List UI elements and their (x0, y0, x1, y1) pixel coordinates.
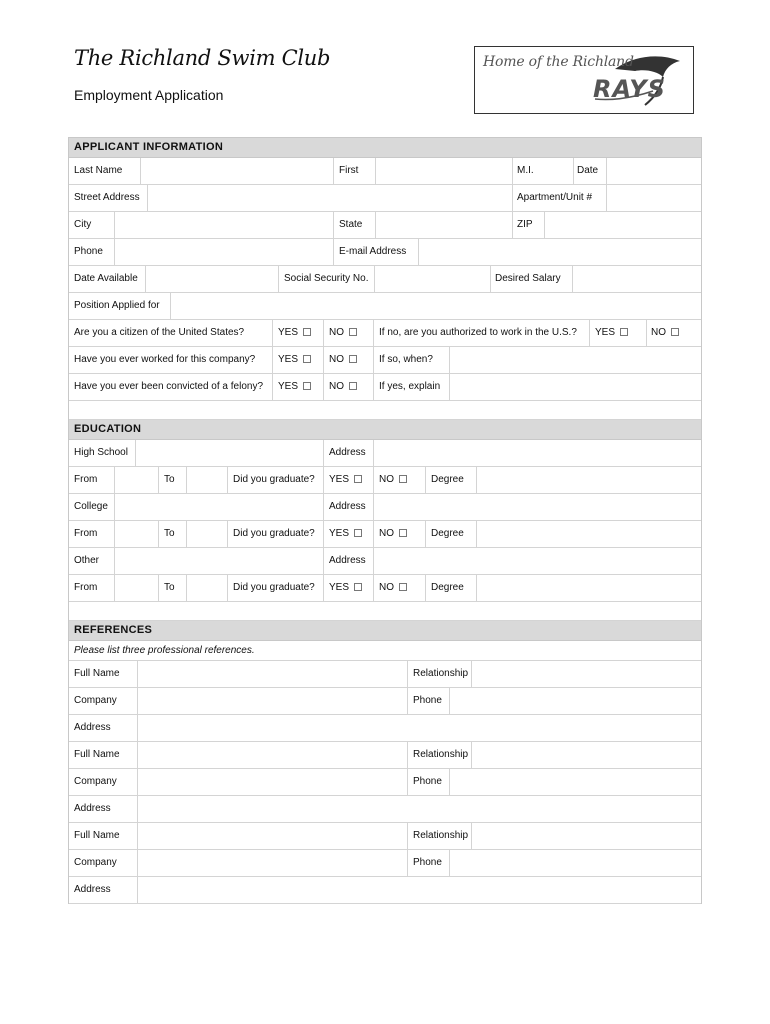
row-street (69, 185, 701, 212)
label-degree: Degree (431, 528, 464, 539)
references-note (69, 641, 701, 661)
label-phone: Phone (74, 246, 103, 257)
label-phone: Phone (413, 776, 442, 787)
label-graduate-question: Did you graduate? (233, 474, 315, 485)
row-phone (69, 239, 701, 266)
felony-yes-option[interactable]: YES (278, 381, 311, 392)
label-mi: M.I. (517, 165, 534, 176)
row-high-school (69, 440, 701, 467)
label-worked-question: Have you ever worked for this company? (74, 354, 256, 365)
section-title: EDUCATION (74, 423, 142, 435)
logo-text-line2: RAYS (593, 75, 666, 103)
citizen-no-option[interactable]: NO (329, 327, 357, 338)
spacer (69, 401, 701, 420)
label-other: Other (74, 555, 100, 566)
label-company: Company (74, 695, 117, 706)
label-graduate-question: Did you graduate? (233, 528, 315, 539)
checkbox-felony-no[interactable] (349, 382, 357, 390)
label-salary: Desired Salary (495, 273, 561, 284)
label-state: State (339, 219, 363, 230)
label-company: Company (74, 776, 117, 787)
label-authorized-question: If no, are you authorized to work in the U.S.? (379, 327, 577, 338)
checkbox-hs-yes[interactable] (354, 475, 362, 483)
application-form (68, 137, 702, 904)
label-from: From (74, 528, 98, 539)
checkbox-hs-no[interactable] (399, 475, 407, 483)
checkbox-other-no[interactable] (399, 583, 407, 591)
checkbox-citizen-yes[interactable] (303, 328, 311, 336)
checkbox-other-yes[interactable] (354, 583, 362, 591)
label-high-school: High School (74, 447, 128, 458)
spacer (69, 602, 701, 621)
label-relationship: Relationship (413, 749, 469, 760)
row-date-available (69, 266, 701, 293)
label-citizen-question: Are you a citizen of the United States? (74, 327, 245, 338)
row-position (69, 293, 701, 320)
label-degree: Degree (431, 474, 464, 485)
row-ref2-name (69, 742, 701, 769)
row-ref2-company (69, 769, 701, 796)
label-first: First (339, 165, 359, 176)
row-ref1-name (69, 661, 701, 688)
label-ssn: Social Security No. (284, 273, 369, 284)
label-graduate-question: Did you graduate? (233, 582, 315, 593)
section-title: APPLICANT INFORMATION (74, 141, 224, 153)
label-date: Date (577, 165, 599, 176)
form-subtitle: Employment Application (74, 87, 224, 103)
checkbox-authorized-no[interactable] (671, 328, 679, 336)
row-city (69, 212, 701, 239)
section-title: REFERENCES (74, 624, 153, 636)
label-phone: Phone (413, 857, 442, 868)
row-felony (69, 374, 701, 401)
label-from: From (74, 582, 98, 593)
row-hs-dates (69, 467, 701, 494)
authorized-no-option[interactable]: NO (651, 327, 679, 338)
label-felony-question: Have you ever been convicted of a felony? (74, 381, 264, 392)
label-full-name: Full Name (74, 668, 120, 679)
row-name (69, 158, 701, 185)
label-city: City (74, 219, 92, 230)
label-college: College (74, 501, 108, 512)
hs-yes-option[interactable]: YES (329, 474, 362, 485)
college-no-option[interactable]: NO (379, 528, 407, 539)
row-ref3-name (69, 823, 701, 850)
section-header-education (69, 420, 701, 440)
row-worked (69, 347, 701, 374)
other-no-option[interactable]: NO (379, 582, 407, 593)
label-address: Address (74, 884, 111, 895)
label-address: Address (74, 803, 111, 814)
label-degree: Degree (431, 582, 464, 593)
label-address: Address (329, 447, 366, 458)
label-full-name: Full Name (74, 749, 120, 760)
form-title: The Richland Swim Club (74, 46, 331, 70)
row-ref3-company (69, 850, 701, 877)
label-date-available: Date Available (74, 273, 138, 284)
citizen-yes-option[interactable]: YES (278, 327, 311, 338)
authorized-yes-option[interactable]: YES (595, 327, 628, 338)
row-ref3-address (69, 877, 701, 904)
row-ref2-address (69, 796, 701, 823)
worked-no-option[interactable]: NO (329, 354, 357, 365)
label-last-name: Last Name (74, 165, 123, 176)
row-ref1-address (69, 715, 701, 742)
hs-no-option[interactable]: NO (379, 474, 407, 485)
label-relationship: Relationship (413, 668, 469, 679)
label-if-yes-explain: If yes, explain (379, 381, 441, 392)
row-other-dates (69, 575, 701, 602)
club-logo (474, 46, 694, 114)
logo-text-line1: Home of the Richland (483, 54, 634, 70)
label-zip: ZIP (517, 219, 533, 230)
label-apt: Apartment/Unit # (517, 192, 593, 203)
checkbox-worked-yes[interactable] (303, 355, 311, 363)
worked-yes-option[interactable]: YES (278, 354, 311, 365)
references-note-text: Please list three professional references. (74, 645, 255, 656)
label-email: E-mail Address (339, 246, 407, 257)
other-yes-option[interactable]: YES (329, 582, 362, 593)
row-other (69, 548, 701, 575)
checkbox-college-no[interactable] (399, 529, 407, 537)
checkbox-citizen-no[interactable] (349, 328, 357, 336)
checkbox-college-yes[interactable] (354, 529, 362, 537)
row-ref1-company (69, 688, 701, 715)
checkbox-felony-yes[interactable] (303, 382, 311, 390)
label-address: Address (74, 722, 111, 733)
row-college (69, 494, 701, 521)
row-citizen (69, 320, 701, 347)
label-street: Street Address (74, 192, 140, 203)
label-full-name: Full Name (74, 830, 120, 841)
college-yes-option[interactable]: YES (329, 528, 362, 539)
label-to: To (164, 474, 175, 485)
felony-no-option[interactable]: NO (329, 381, 357, 392)
label-address: Address (329, 501, 366, 512)
section-header-applicant (69, 138, 701, 158)
section-header-references (69, 621, 701, 641)
label-to: To (164, 582, 175, 593)
label-position: Position Applied for (74, 300, 160, 311)
label-to: To (164, 528, 175, 539)
label-if-so-when: If so, when? (379, 354, 433, 365)
label-from: From (74, 474, 98, 485)
checkbox-worked-no[interactable] (349, 355, 357, 363)
row-college-dates (69, 521, 701, 548)
label-company: Company (74, 857, 117, 868)
label-relationship: Relationship (413, 830, 469, 841)
label-phone: Phone (413, 695, 442, 706)
label-address: Address (329, 555, 366, 566)
checkbox-authorized-yes[interactable] (620, 328, 628, 336)
